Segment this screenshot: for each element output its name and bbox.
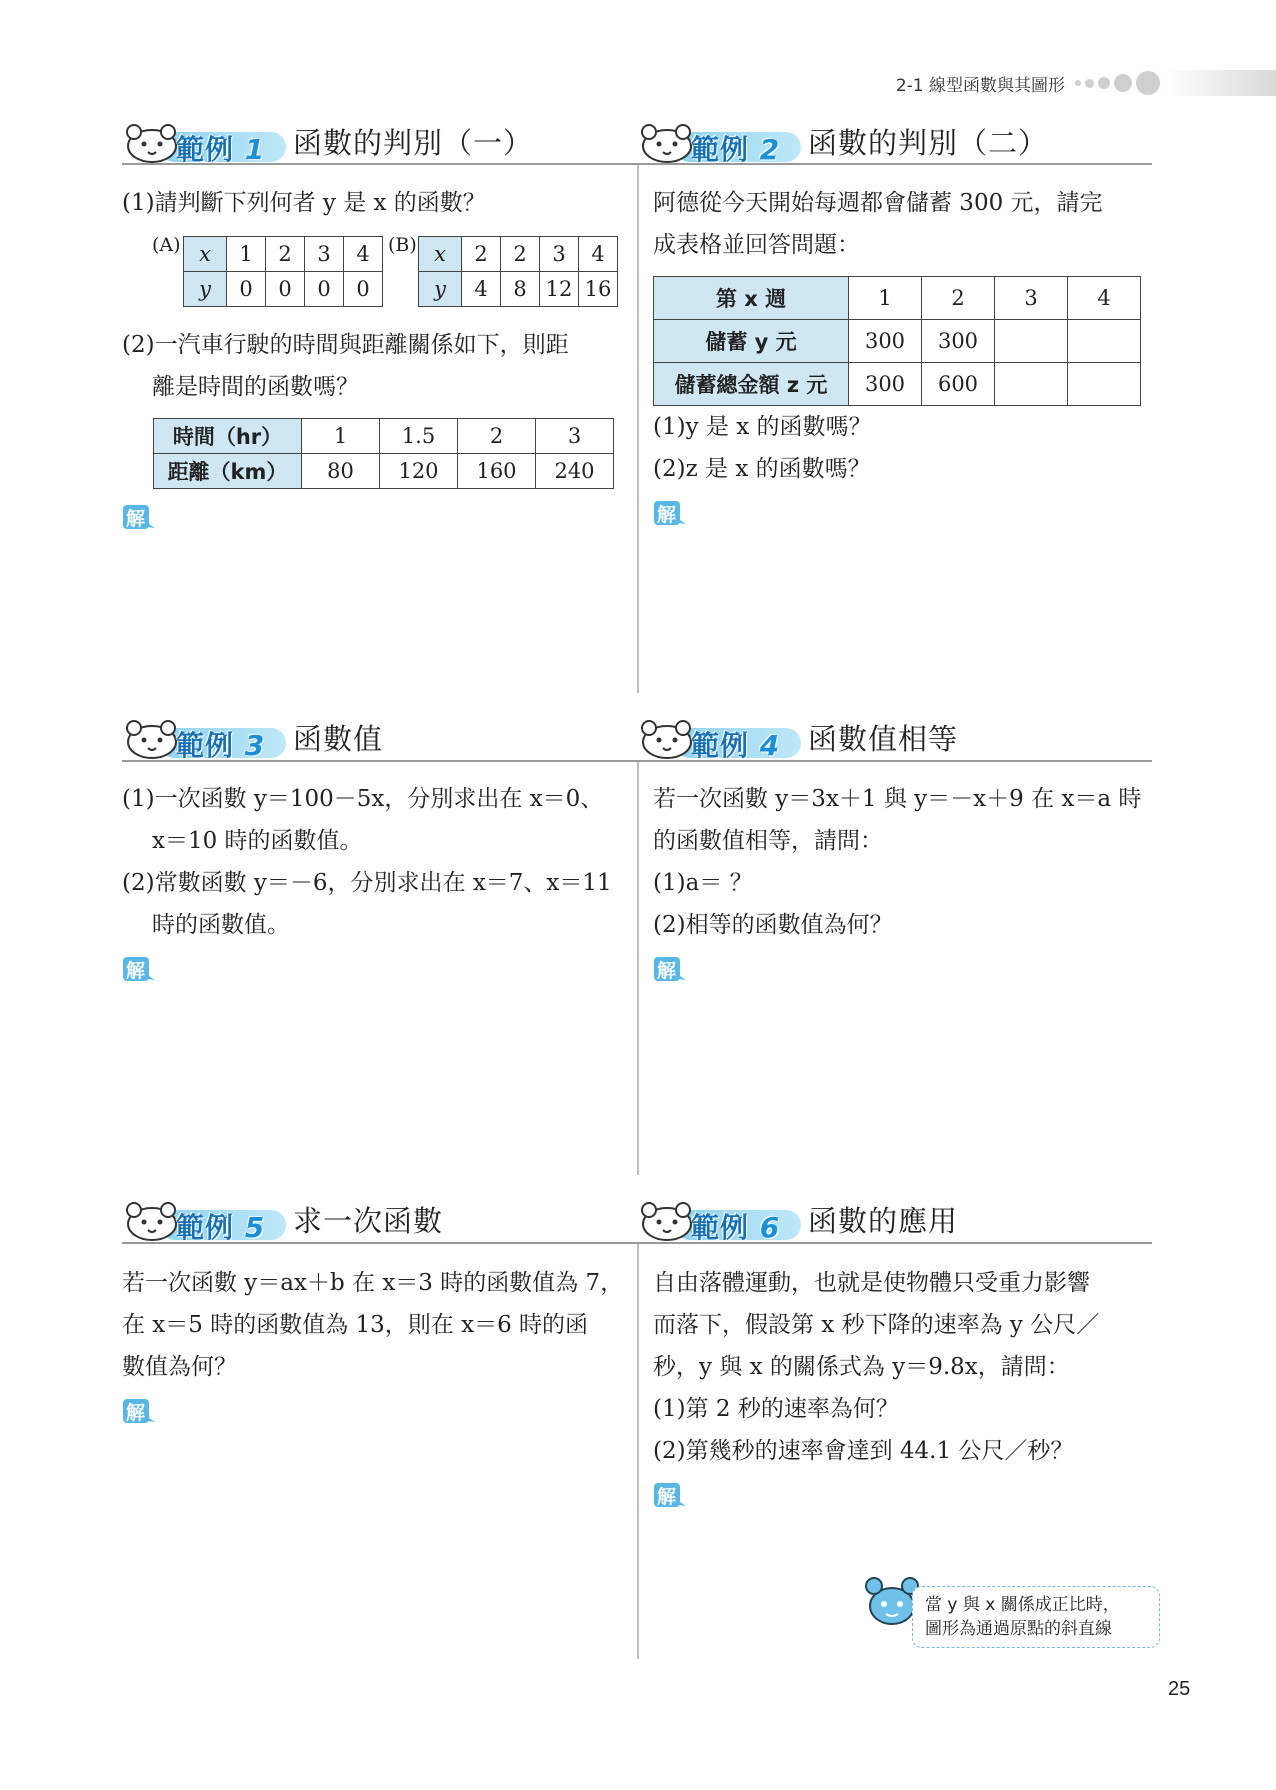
cat-mascot-icon <box>637 1198 699 1242</box>
solve-label: 解 <box>657 960 677 982</box>
table-b <box>418 236 618 307</box>
example-2-q2: (2)z 是 x 的函數嗎？ <box>653 456 871 482</box>
table-cell: 4 <box>1068 277 1141 320</box>
example-4-line3: (1)a＝ ？ <box>653 870 753 896</box>
table-cell: 距離（km） <box>154 454 302 489</box>
example-1-q2-line1: (2)一汽車行駛的時間與距離關係如下，則距 <box>122 332 569 358</box>
column-divider-2 <box>637 760 639 1175</box>
example-name: 函數的判別（一） <box>293 126 534 160</box>
savings-table <box>653 276 1141 406</box>
table-cell: 2 <box>501 237 540 272</box>
table-cell: 儲蓄總金額 z 元 <box>654 363 849 406</box>
solve-marker <box>653 500 687 530</box>
example-number: 2 <box>759 133 781 166</box>
example-1-title <box>122 114 533 166</box>
solve-label: 解 <box>126 508 146 530</box>
cat-mascot-icon <box>122 716 184 760</box>
example-2-q1: (1)y 是 x 的函數嗎？ <box>653 414 872 440</box>
example-6-line3: 秒，y 與 x 的關係式為 y＝9.8x，請問： <box>653 1354 1070 1380</box>
table-a <box>183 236 383 307</box>
table-a-tag: (A) <box>152 234 181 256</box>
example-number: 1 <box>244 133 266 166</box>
example-6-line4: (1)第 2 秒的速率為何？ <box>653 1396 899 1422</box>
example-label: 範例 <box>176 1211 235 1244</box>
cat-mascot-icon <box>122 120 184 164</box>
table-cell: 80 <box>302 454 380 489</box>
example-name: 函數的判別（二） <box>808 126 1049 160</box>
example-2-title <box>637 114 1048 166</box>
solve-marker <box>653 956 687 986</box>
header-gradient-bar <box>1166 70 1276 96</box>
example-6-line5: (2)第幾秒的速率會達到 44.1 公尺／秒？ <box>653 1438 1074 1464</box>
page-header <box>896 66 1276 100</box>
table-cell: x <box>184 237 227 272</box>
table-cell: 600 <box>922 363 995 406</box>
table-cell: 300 <box>849 320 922 363</box>
example-5-title <box>122 1192 443 1244</box>
table-cell: 時間（hr） <box>154 419 302 454</box>
table-cell: 3 <box>305 237 344 272</box>
table-cell: 第 x 週 <box>654 277 849 320</box>
example-name: 函數值 <box>293 722 384 756</box>
table-cell: 3 <box>536 419 614 454</box>
example-3-title <box>122 710 383 762</box>
table-cell: 3 <box>540 237 579 272</box>
table-cell: 0 <box>344 272 383 307</box>
example-4-line1: 若一次函數 y＝3x＋1 與 y＝－x＋9 在 x＝a 時 <box>653 786 1142 812</box>
table-cell: 0 <box>227 272 266 307</box>
example-1-q1: (1)請判斷下列何者 y 是 x 的函數？ <box>122 190 486 216</box>
example-label: 範例 <box>691 133 750 166</box>
tip-line-1: 當 y 與 x 關係成正比時， <box>925 1595 1120 1615</box>
time-distance-table <box>153 418 614 489</box>
column-divider-3 <box>637 1244 639 1659</box>
table-cell: 12 <box>540 272 579 307</box>
example-3-line3: (2)常數函數 y＝－6，分別求出在 x＝7、x＝11 <box>122 870 612 896</box>
example-label: 範例 <box>176 133 235 166</box>
example-badge <box>122 120 287 166</box>
tip-line-2: 圖形為通過原點的斜直線 <box>925 1619 1112 1639</box>
table-cell: 300 <box>849 363 922 406</box>
table-cell: 1.5 <box>380 419 458 454</box>
table-cell: 240 <box>536 454 614 489</box>
table-b-tag: (B) <box>388 234 417 256</box>
example-number: 4 <box>759 729 781 762</box>
solve-marker <box>122 1398 156 1428</box>
example-6-line1: 自由落體運動，也就是使物體只受重力影響 <box>653 1270 1090 1296</box>
example-label: 範例 <box>691 729 750 762</box>
table-cell <box>1068 363 1141 406</box>
header-decoration <box>1075 71 1160 95</box>
table-cell: 4 <box>579 237 618 272</box>
table-cell: 儲蓄 y 元 <box>654 320 849 363</box>
example-badge <box>122 716 287 762</box>
table-cell: 0 <box>266 272 305 307</box>
solve-label: 解 <box>657 504 677 526</box>
table-cell: 2 <box>458 419 536 454</box>
table-cell: y <box>184 272 227 307</box>
table-cell: 1 <box>302 419 380 454</box>
example-4-line2: 的函數值相等，請問： <box>653 828 883 854</box>
example-6-title <box>637 1192 958 1244</box>
example-5-line2: 在 x＝5 時的函數值為 13，則在 x＝6 時的函 <box>122 1312 589 1338</box>
table-cell: 1 <box>849 277 922 320</box>
example-5-line1: 若一次函數 y＝ax＋b 在 x＝3 時的函數值為 7， <box>122 1270 624 1296</box>
example-name: 函數的應用 <box>808 1204 959 1238</box>
table-cell: 2 <box>922 277 995 320</box>
example-3-line1: (1)一次函數 y＝100－5x，分別求出在 x＝0、 <box>122 786 604 812</box>
page-number: 25 <box>1168 1678 1191 1700</box>
table-cell <box>995 320 1068 363</box>
example-1-q2-line2: 離是時間的函數嗎？ <box>152 374 359 400</box>
tip-box <box>912 1586 1160 1648</box>
example-number: 6 <box>759 1211 781 1244</box>
example-badge <box>637 1198 802 1244</box>
example-badge <box>122 1198 287 1244</box>
example-number: 3 <box>244 729 266 762</box>
table-cell: 4 <box>462 272 501 307</box>
solve-label: 解 <box>657 1486 677 1508</box>
solve-label: 解 <box>126 960 146 982</box>
table-cell: y <box>419 272 462 307</box>
solve-marker <box>653 1482 687 1512</box>
example-name: 求一次函數 <box>293 1204 444 1238</box>
table-cell: 16 <box>579 272 618 307</box>
example-label: 範例 <box>176 729 235 762</box>
table-cell: 0 <box>305 272 344 307</box>
example-label: 範例 <box>691 1211 750 1244</box>
table-cell: 1 <box>227 237 266 272</box>
table-cell: 120 <box>380 454 458 489</box>
example-badge <box>637 120 802 166</box>
table-cell <box>995 363 1068 406</box>
table-cell: x <box>419 237 462 272</box>
example-badge <box>637 716 802 762</box>
table-cell: 160 <box>458 454 536 489</box>
example-2-line2: 成表格並回答問題： <box>653 232 860 258</box>
table-cell: 4 <box>344 237 383 272</box>
cat-mascot-icon <box>122 1198 184 1242</box>
cat-mascot-icon <box>637 716 699 760</box>
example-3-line4: 時的函數值。 <box>152 912 290 938</box>
solve-label: 解 <box>126 1402 146 1424</box>
example-2-line1: 阿德從今天開始每週都會儲蓄 300 元，請完 <box>653 190 1103 216</box>
example-3-line2: x＝10 時的函數值。 <box>152 828 363 854</box>
table-cell: 8 <box>501 272 540 307</box>
example-4-line4: (2)相等的函數值為何？ <box>653 912 893 938</box>
solve-marker <box>122 956 156 986</box>
table-cell: 2 <box>462 237 501 272</box>
solve-marker <box>122 504 156 534</box>
example-5-line3: 數值為何？ <box>122 1354 237 1380</box>
table-cell <box>1068 320 1141 363</box>
table-cell: 3 <box>995 277 1068 320</box>
example-4-title <box>637 710 958 762</box>
cat-mascot-icon <box>637 120 699 164</box>
example-6-line2: 而落下，假設第 x 秒下降的速率為 y 公尺／ <box>653 1312 1100 1338</box>
section-title: 2-1 線型函數與其圖形 <box>895 75 1065 96</box>
table-cell: 2 <box>266 237 305 272</box>
table-cell: 300 <box>922 320 995 363</box>
column-divider-1 <box>637 165 639 693</box>
example-name: 函數值相等 <box>808 722 959 756</box>
example-number: 5 <box>244 1211 266 1244</box>
